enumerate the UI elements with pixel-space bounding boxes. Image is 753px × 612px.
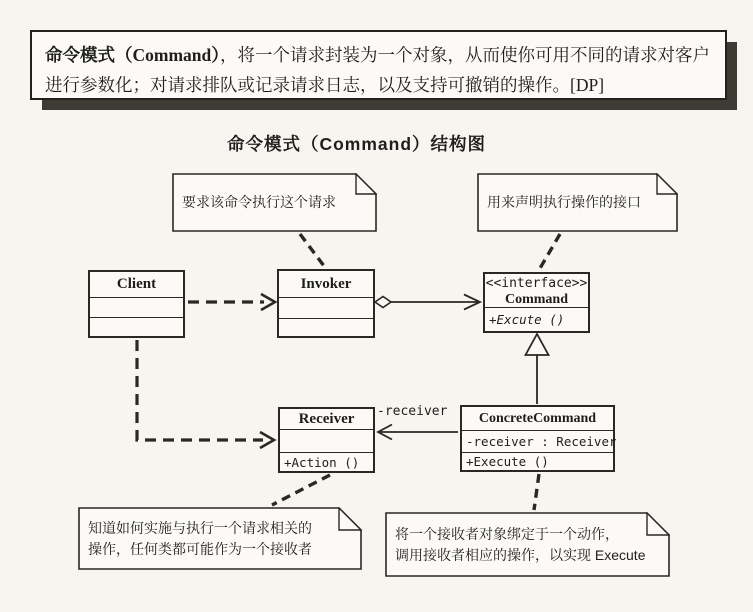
aggregation-invoker-command <box>375 295 480 310</box>
note-anchor-command <box>539 234 560 270</box>
note-receiver-line1: 知道如何实施与执行一个请求相关的 <box>88 519 312 536</box>
class-invoker-methods <box>279 318 373 336</box>
class-client-attributes <box>90 297 183 317</box>
interface-command-header <box>485 274 588 307</box>
class-receiver-name: Receiver <box>298 410 355 427</box>
aggregation-diamond <box>375 297 391 308</box>
class-invoker <box>277 269 375 338</box>
class-concrete-command-method: +Execute () <box>462 452 613 470</box>
interface-command-name: Command <box>504 291 568 307</box>
note-command-text: 用来声明执行操作的接口 <box>487 194 641 210</box>
note-concrete-line2: 调用接收者相应的操作，以实现 Execute <box>395 546 646 563</box>
note-invoker-text: 要求该命令执行这个请求 <box>182 194 336 210</box>
class-receiver <box>278 407 375 473</box>
diagram-title: 命令模式（Command）结构图 <box>226 134 487 154</box>
note-anchor-concrete <box>534 474 539 510</box>
interface-command-method: +Excute () <box>485 307 588 331</box>
note-invoker <box>172 173 377 232</box>
note-concrete <box>385 512 670 577</box>
class-receiver-method: +Action () <box>280 452 373 471</box>
dependency-client-invoker <box>188 294 275 310</box>
note-anchor-invoker <box>300 234 324 266</box>
class-client-methods <box>90 317 183 336</box>
pattern-definition-body: ，将一个请求封装为一个对象，从而使你可用不同的请求对客户进行参数化；对请求排队或记录请求日志，以及支持可撤销的操作。[DP] <box>45 45 711 95</box>
role-label-receiver: -receiver <box>377 404 448 419</box>
class-receiver-attributes <box>280 429 373 452</box>
class-invoker-attributes <box>279 297 373 318</box>
dependency-client-receiver <box>137 340 274 448</box>
class-client <box>88 270 185 338</box>
interface-command <box>483 272 590 333</box>
class-concrete-command <box>460 405 615 472</box>
pattern-definition-lead: 命令模式（Command） <box>45 45 221 65</box>
generalization-triangle <box>526 334 549 355</box>
note-receiver-line2: 操作，任何类都可能作为一个接收者 <box>88 540 312 557</box>
note-command <box>477 173 678 232</box>
note-anchor-receiver <box>272 475 330 505</box>
note-receiver <box>78 507 362 570</box>
class-concrete-command-attribute: -receiver : Receiver <box>462 430 613 452</box>
class-invoker-name: Invoker <box>300 275 352 292</box>
class-concrete-command-name: ConcreteCommand <box>478 410 597 426</box>
note-receiver-text <box>78 507 362 570</box>
note-concrete-text <box>385 512 670 577</box>
class-client-name: Client <box>116 276 157 292</box>
association-concrete-receiver <box>378 425 458 440</box>
note-concrete-line1: 将一个接收者对象绑定于一个动作， <box>395 525 619 542</box>
interface-command-stereotype: <<interface>> <box>485 276 588 291</box>
realization-concrete-command <box>526 334 549 404</box>
